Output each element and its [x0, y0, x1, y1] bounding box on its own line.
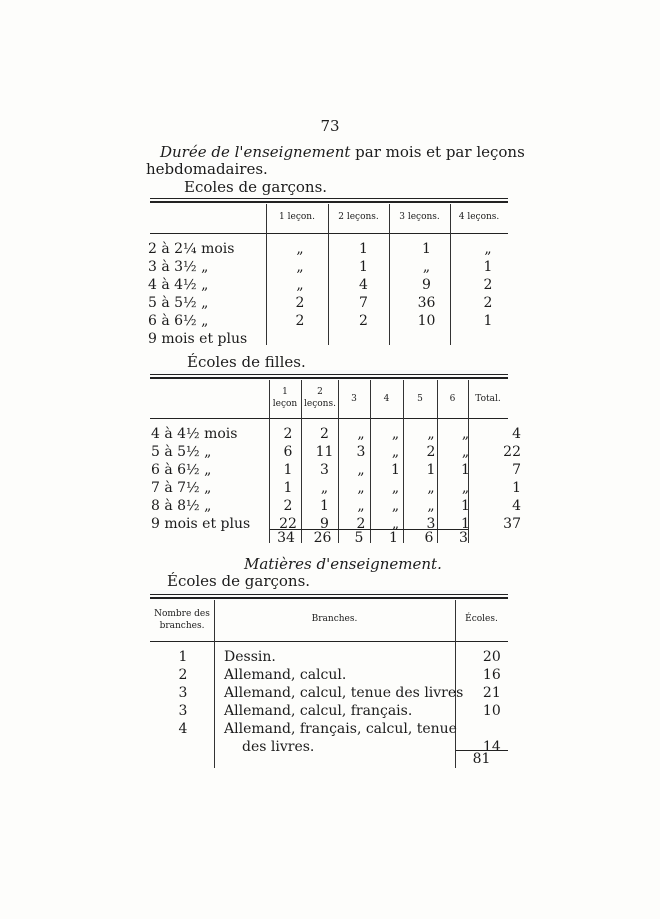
- matieres-header-branches: Branches.: [311, 614, 358, 624]
- total-cell: 3: [459, 530, 468, 546]
- cell: „: [427, 426, 435, 442]
- cell: 2: [295, 313, 305, 329]
- cell: „: [296, 259, 304, 275]
- cell: „: [391, 444, 400, 460]
- cell: „: [461, 426, 470, 442]
- nombre-cell: 4: [178, 721, 188, 737]
- cell: 9: [320, 516, 329, 532]
- matieres-section: Écoles de garçons.: [167, 572, 311, 590]
- total-cell: 1: [389, 530, 398, 546]
- cell: [395, 330, 458, 348]
- table-row: [147, 258, 518, 276]
- title-italic: Durée de l'enseignement: [160, 143, 351, 161]
- table2-totals: [269, 529, 480, 547]
- nombre-cell: [150, 738, 216, 756]
- table2-section: Écoles de filles.: [187, 353, 306, 371]
- cell: 1: [461, 462, 470, 478]
- cell: 2: [320, 426, 329, 442]
- page-title: [160, 143, 525, 161]
- cell: 1: [461, 516, 470, 532]
- cell: 37: [503, 516, 521, 532]
- cell: 7: [512, 462, 521, 478]
- table-row: [150, 461, 522, 479]
- nombre-cell: 1: [178, 649, 188, 665]
- cell: 1: [283, 480, 293, 496]
- cell: „: [296, 277, 304, 293]
- row-label: 4 à 4½ „: [148, 277, 209, 293]
- table-row: [150, 648, 519, 666]
- ecoles-cell: 16: [482, 667, 501, 683]
- cell: „: [357, 462, 365, 478]
- table-row: [150, 684, 519, 702]
- cell: 3: [356, 444, 366, 460]
- cell: „: [357, 480, 365, 496]
- row-label: 4 à 4½ mois: [151, 426, 238, 442]
- nombre-cell: 3: [178, 685, 188, 701]
- total-cell: 26: [313, 530, 332, 546]
- cell: 1: [483, 313, 493, 329]
- cell: 2: [426, 444, 436, 460]
- matieres-header-nombre: Nombre des branches.: [154, 609, 210, 631]
- cell: 22: [503, 444, 521, 460]
- cell: „: [461, 480, 470, 496]
- row-label: 8 à 8½ „: [151, 498, 212, 514]
- table1-header: 4 leçons.: [458, 212, 500, 222]
- cell: „: [357, 426, 365, 442]
- cell: „: [391, 498, 400, 514]
- table-row: [150, 425, 522, 443]
- ecoles-cell: 21: [482, 685, 501, 701]
- cell: 1: [512, 480, 521, 496]
- table2-header: 6: [449, 394, 456, 404]
- cell: 1: [320, 498, 329, 514]
- cell: 2: [295, 295, 305, 311]
- table-row: [147, 312, 518, 330]
- cell: 4: [512, 498, 521, 514]
- cell: 2: [283, 498, 293, 514]
- cell: „: [320, 480, 329, 496]
- table-row: [150, 479, 522, 497]
- ecoles-cell: 14: [482, 739, 501, 755]
- row-label: 7 à 7½ „: [151, 480, 212, 496]
- cell: 4: [359, 277, 368, 293]
- cell: „: [391, 426, 400, 442]
- matieres-body: [150, 648, 519, 756]
- total-cell: 6: [424, 530, 434, 546]
- matieres-title: Matières d'enseignement.: [244, 555, 442, 573]
- cell: „: [461, 444, 470, 460]
- table-row: [147, 240, 518, 258]
- cell: [268, 330, 332, 348]
- cell: „: [484, 241, 492, 257]
- page-number: 73: [320, 117, 340, 135]
- nombre-cell: 3: [178, 703, 188, 719]
- cell: „: [296, 241, 304, 257]
- cell: 1: [391, 462, 400, 478]
- row-label: 3 à 3½ „: [148, 259, 209, 275]
- cell: [332, 330, 395, 348]
- cell: 6: [283, 444, 293, 460]
- total-cell: 34: [277, 530, 295, 546]
- ecoles-cell: 20: [482, 649, 501, 665]
- table2-body: [150, 425, 522, 533]
- table-row: [150, 702, 519, 720]
- cell: 1: [283, 462, 293, 478]
- cell: 22: [279, 516, 297, 532]
- row-label: 6 à 6½ „: [151, 462, 212, 478]
- table2-header: 4: [383, 394, 390, 404]
- table-row: [147, 330, 518, 348]
- table-row: [150, 497, 522, 515]
- table1-section: Ecoles de garçons.: [184, 178, 328, 196]
- branch-cell: Allemand, calcul, tenue des livres: [224, 685, 464, 701]
- table2-header: 1 leçon: [272, 387, 298, 409]
- title-line2: hebdomadaires.: [146, 160, 268, 178]
- cell: 1: [422, 241, 431, 257]
- cell: „: [427, 480, 435, 496]
- table1-top-rule: [150, 198, 508, 203]
- row-label: 6 à 6½ „: [148, 313, 209, 329]
- branch-cell: Allemand, calcul.: [224, 667, 347, 683]
- cell: 7: [359, 295, 368, 311]
- cell: „: [422, 259, 431, 275]
- row-label: 9 mois et plus: [148, 331, 248, 347]
- cell: 2: [359, 313, 368, 329]
- table2-header: Total.: [475, 394, 501, 404]
- cell: 2: [356, 516, 366, 532]
- cell: 3: [426, 516, 436, 532]
- table2-top-rule: [150, 374, 508, 379]
- matieres-total: 81: [472, 751, 491, 767]
- row-label: 2 à 2¼ mois: [148, 241, 235, 257]
- matieres-header-ecoles: Écoles.: [465, 614, 498, 624]
- cell: 9: [422, 277, 431, 293]
- branch-cell: Allemand, français, calcul, tenue: [224, 721, 457, 737]
- table1-header: 3 leçons.: [399, 212, 440, 222]
- cell: „: [427, 498, 435, 514]
- table1-header-rule: [150, 233, 508, 234]
- cell: 1: [483, 259, 493, 275]
- nombre-cell: 2: [178, 667, 188, 683]
- cell: 1: [359, 259, 368, 275]
- cell: 10: [417, 313, 436, 329]
- table-row: [150, 720, 519, 738]
- cell: „: [391, 480, 400, 496]
- cell: 3: [320, 462, 329, 478]
- cell: [458, 330, 518, 348]
- cell: 4: [512, 426, 521, 442]
- total-cell: 5: [354, 530, 364, 546]
- branch-cell: Allemand, calcul, français.: [224, 703, 413, 719]
- table2-header: 2 leçons.: [304, 387, 336, 409]
- row-label: 5 à 5½ „: [148, 295, 209, 311]
- table-row: [150, 443, 522, 461]
- cell: 1: [461, 498, 470, 514]
- cell: 2: [483, 277, 493, 293]
- table1-body: [147, 240, 518, 348]
- branch-cell: Dessin.: [224, 649, 276, 665]
- table2-header-rule: [150, 418, 508, 419]
- table-row: [150, 666, 519, 684]
- row-label: 5 à 5½ „: [151, 444, 212, 460]
- table-row: [147, 294, 518, 312]
- table1-header: 2 leçons.: [338, 212, 379, 222]
- cell: 2: [283, 426, 293, 442]
- ecoles-cell: [464, 720, 519, 738]
- row-label: 9 mois et plus: [151, 516, 251, 532]
- cell: „: [391, 516, 400, 532]
- table2-header: 3: [351, 394, 357, 404]
- cell: 1: [359, 241, 368, 257]
- cell: „: [357, 498, 365, 514]
- cell: 2: [483, 295, 493, 311]
- cell: 11: [315, 444, 334, 460]
- branch-cell-continued: des livres.: [242, 739, 315, 755]
- ecoles-cell: 10: [482, 703, 501, 719]
- cell: 36: [417, 295, 436, 311]
- title-rest: par mois et par leçons: [350, 143, 525, 161]
- table2-header: 5: [417, 394, 423, 404]
- cell: 1: [426, 462, 436, 478]
- matieres-top-rule: [150, 594, 508, 599]
- table-row: [147, 276, 518, 294]
- table1-header: 1 leçon.: [279, 212, 315, 222]
